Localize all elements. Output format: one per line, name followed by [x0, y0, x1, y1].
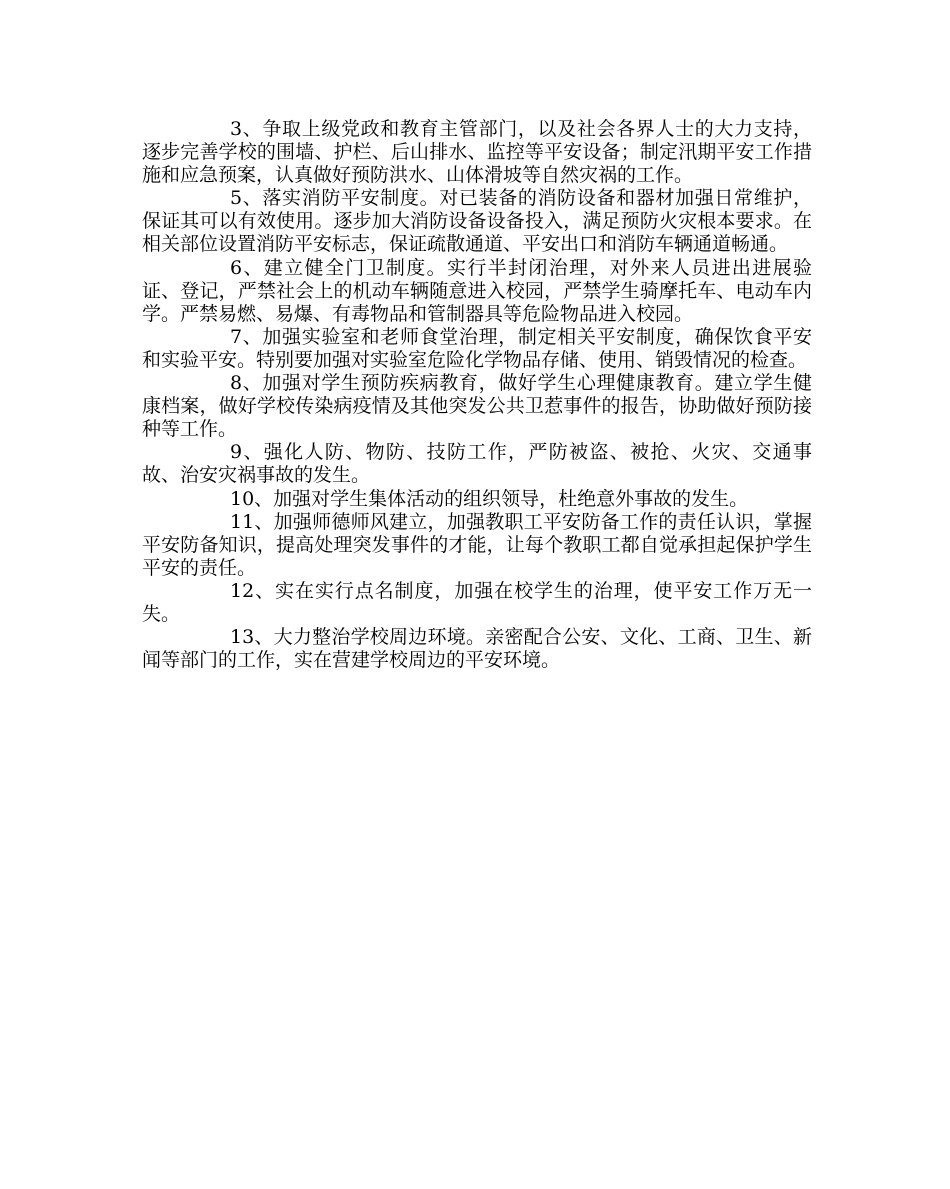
paragraph-item-13: 13、大力整治学校周边环境。亲密配合公安、文化、工商、卫生、新闻等部门的工作，实在营建学校周边的平安环境。	[142, 626, 812, 672]
paragraph-item-5: 5、落实消防平安制度。对已装备的消防设备和器材加强日常维护，保证其可以有效使用。逐步加大消防设备设备投入，满足预防火灾根本要求。在相关部位设置消防平安标志，保证疏散通道、平安出口和消防车辆通道畅通。	[142, 187, 812, 256]
paragraph-item-7: 7、加强实验室和老师食堂治理，制定相关平安制度，确保饮食平安和实验平安。特别要加强对实验室危险化学物品存储、使用、销毁情况的检查。	[142, 325, 812, 371]
paragraph-item-3: 3、争取上级党政和教育主管部门，以及社会各界人士的大力支持，逐步完善学校的围墙、护栏、后山排水、监控等平安设备；制定汛期平安工作措施和应急预案，认真做好预防洪水、山体滑坡等自然灾祸的工作。	[142, 118, 812, 187]
paragraph-item-9: 9、强化人防、物防、技防工作，严防被盗、被抢、火灾、交通事故、治安灾祸事故的发生。	[142, 441, 812, 487]
document-body	[142, 118, 812, 672]
paragraph-item-12: 12、实在实行点名制度，加强在校学生的治理，使平安工作万无一失。	[142, 579, 812, 625]
paragraph-item-6: 6、建立健全门卫制度。实行半封闭治理，对外来人员进出进展验证、登记，严禁社会上的机动车辆随意进入校园，严禁学生骑摩托车、电动车内学。严禁易燃、易爆、有毒物品和管制器具等危险物品进入校园。	[142, 256, 812, 325]
paragraph-item-10: 10、加强对学生集体活动的组织领导，杜绝意外事故的发生。	[230, 487, 749, 510]
paragraph-item-8: 8、加强对学生预防疾病教育，做好学生心理健康教育。建立学生健康档案，做好学校传染病疫情及其他突发公共卫惹事件的报告，协助做好预防接种等工作。	[142, 372, 812, 441]
paragraph-item-11: 11、加强师德师风建立，加强教职工平安防备工作的责任认识，掌握平安防备知识，提高处理突发事件的才能，让每个教职工都自觉承担起保护学生平安的责任。	[142, 510, 812, 579]
